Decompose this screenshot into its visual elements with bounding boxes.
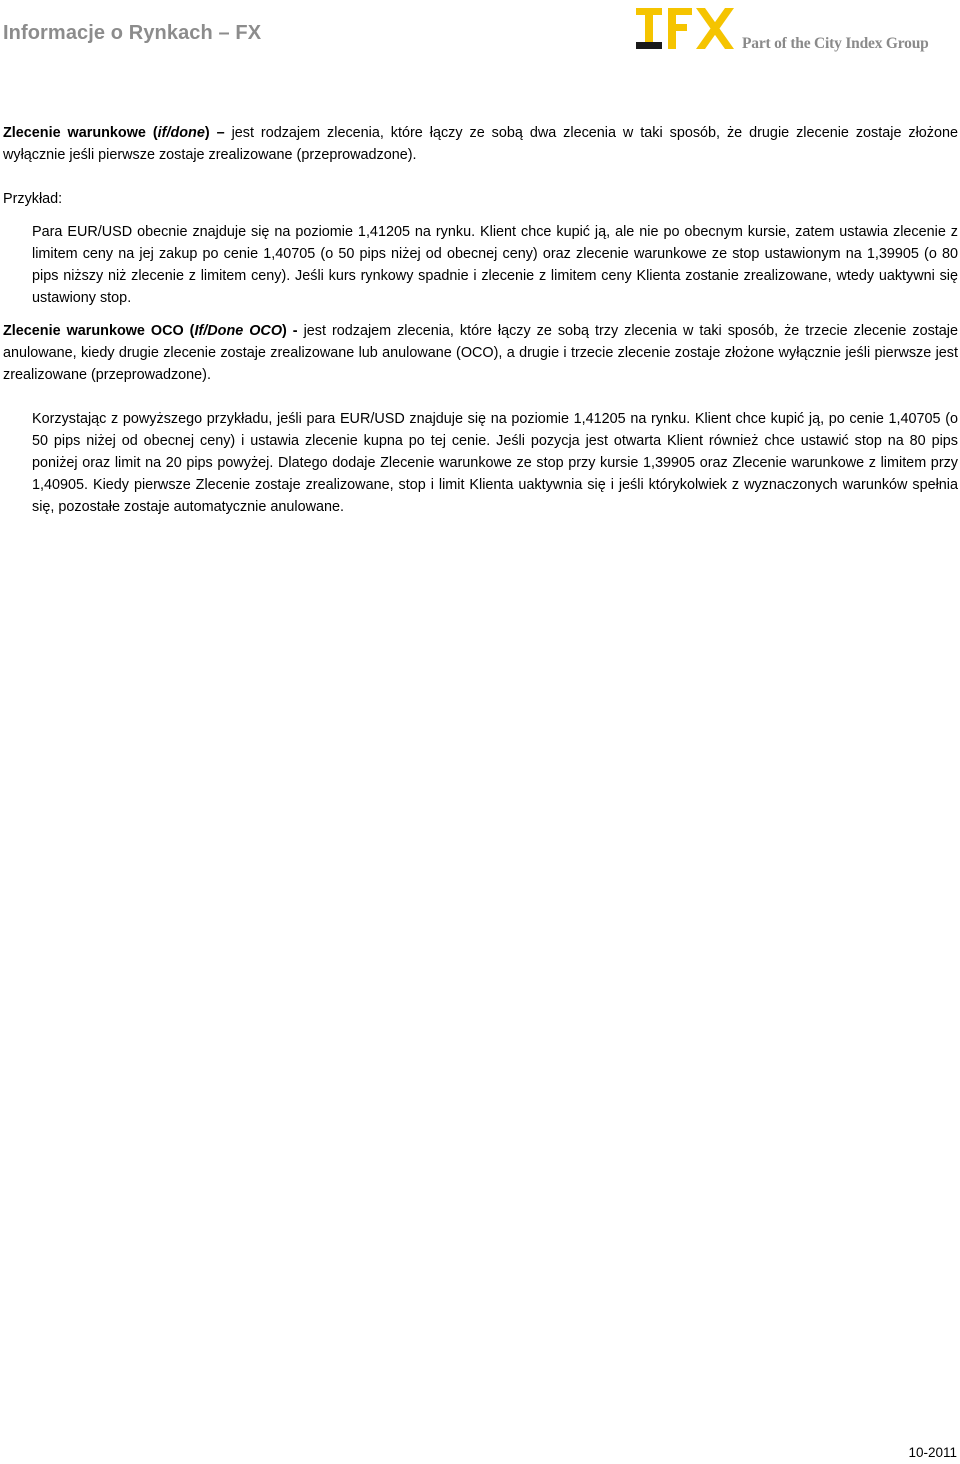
footer-date: 10-2011	[908, 1445, 957, 1460]
if-done-definition-text: jest rodzajem zlecenia, które łączy ze sobą dwa zlecenia w taki sposób, że drugie zlecenie zostaje złożone wyłącznie jeśli pierwsze zostaje zrealizowane (przeprowadzone).	[3, 125, 959, 163]
ifx-logo	[632, 2, 960, 58]
if-done-term	[3, 125, 225, 141]
example-label: Przykład:	[3, 191, 63, 207]
oco-term	[3, 323, 298, 339]
if-done-term-prefix: Zlecenie warunkowe (	[3, 125, 158, 141]
oco-definition	[3, 320, 958, 386]
if-done-term-suffix: ) –	[204, 125, 225, 141]
document-body	[3, 122, 958, 518]
oco-term-suffix: ) -	[282, 323, 298, 339]
ifx-logo-mark-icon	[632, 2, 738, 58]
if-done-definition	[3, 122, 958, 166]
logo-tagline: Part of the City Index Group	[742, 35, 929, 52]
if-done-term-italic: if/done	[157, 125, 205, 141]
oco-definition-text: jest rodzajem zlecenia, które łączy ze sobą trzy zlecenia w taki sposób, że trzecie zlecenie zostaje anulowane, kiedy drugie zlecenie zostaje zrealizowane lub anulowane (OCO), a drugie i trzecie zlecenie zostaje złożone wyłącznie jeśli pierwsze jest zrealizowane (przeprowadzone).	[3, 323, 958, 383]
oco-example: Korzystając z powyższego przykładu, jeśli para EUR/USD znajduje się na poziomie 1,41205 na rynku. Klient chce kupić ją, po cenie 1,40705 (o 50 pips niżej od obecnej ceny) i ustawia zlecenie kupna po tej cenie. Jeśli pozycja jest otwarta Klient również chce ustawić stop na 80 pips poniżej oraz limit na 20 pips powyżej. Dlatego dodaje Zlecenie warunkowe ze stop przy kursie 1,39905 oraz Zlecenie warunkowe z limitem przy 1,40905. Kiedy pierwsze Zlecenie zostaje zrealizowane, stop i limit Klienta uaktywnia się i jeśli którykolwiek z wyznaczonych warunków spełnia się, pozostałe zostaje automatycznie anulowane.	[32, 411, 958, 515]
oco-term-prefix: Zlecenie warunkowe OCO (	[3, 323, 195, 339]
if-done-example: Para EUR/USD obecnie znajduje się na poziomie 1,41205 na rynku. Klient chce kupić ją, ale nie po obecnym kursie, zatem ustawia zlecenie z limitem ceny na jej zakup po cenie 1,40705 (o 50 pips niżej od obecnej ceny) oraz zlecenie warunkowe ze stop ustawionym na 1,39905 (o 80 pips niższy niż zlecenie z limitem ceny). Jeśli kurs rynkowy spadnie i zlecenie z limitem ceny Klienta zostanie zrealizowane, wtedy uaktywni się ustawiony stop.	[32, 224, 958, 306]
oco-term-italic: If/Done OCO	[194, 323, 283, 339]
page-header-title: Informacje o Rynkach – FX	[3, 22, 262, 44]
